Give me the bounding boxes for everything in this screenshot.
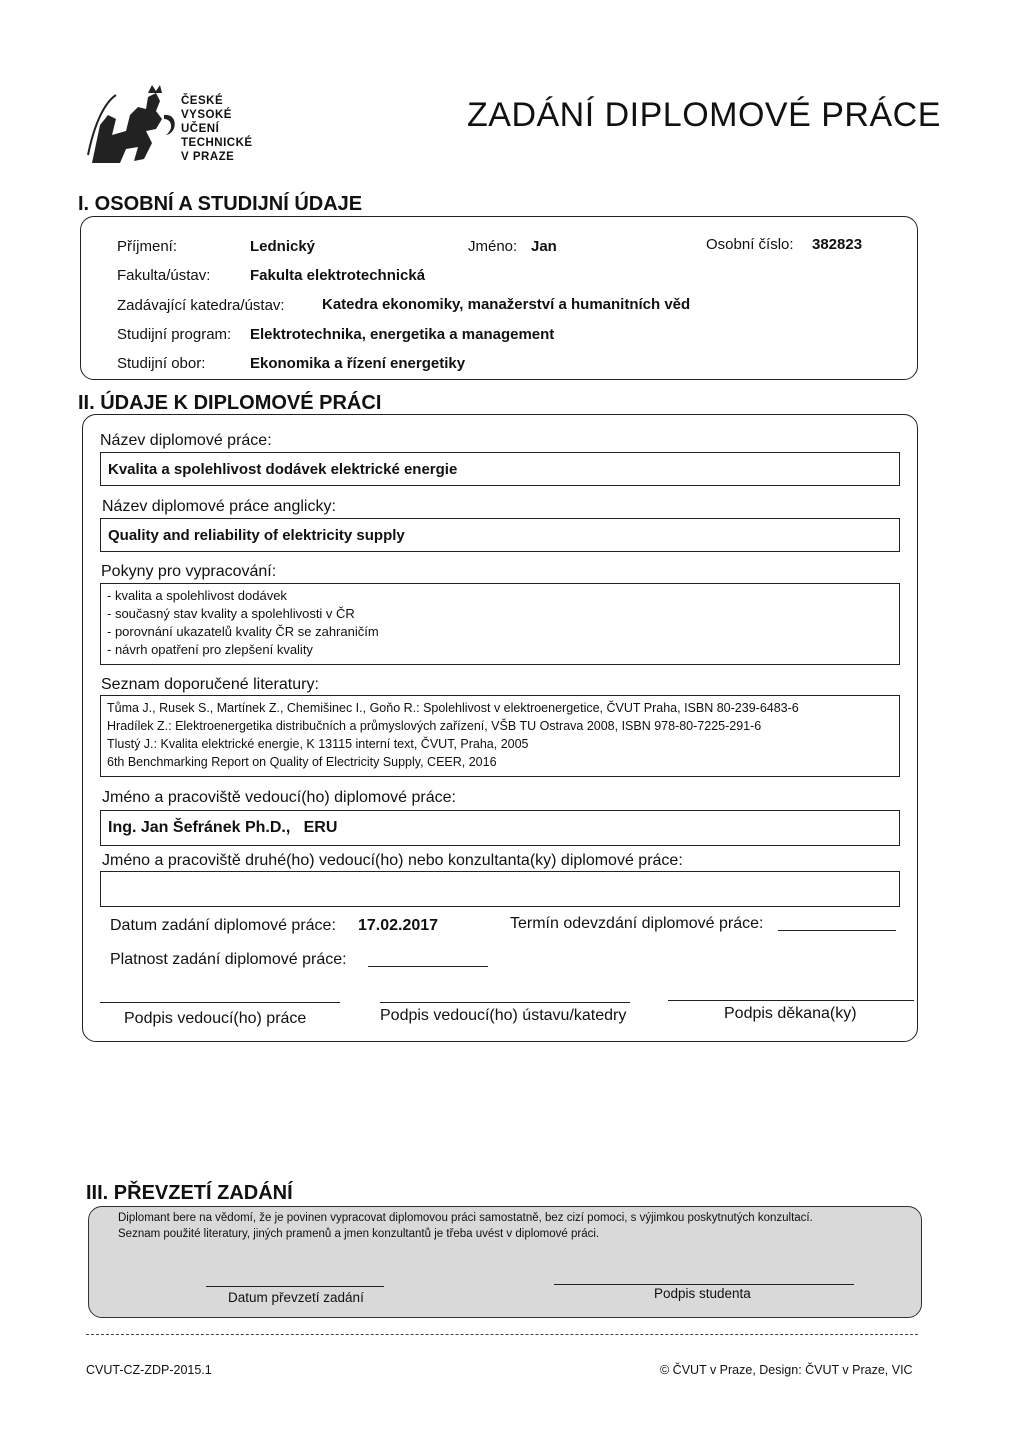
document-title: ZADÁNÍ DIPLOMOVÉ PRÁCE (467, 96, 941, 134)
literature-item: 6th Benchmarking Report on Quality of Electricity Supply, CEER, 2016 (107, 755, 497, 769)
section-1-heading: I. OSOBNÍ A STUDIJNÍ ÚDAJE (78, 193, 363, 215)
logo-text-line: VYSOKÉ (181, 109, 232, 121)
second-supervisor-label: Jméno a pracoviště druhé(ho) vedoucí(ho) nebo konzultanta(ky) diplomové práce: (102, 852, 683, 869)
deadline-blank-line (778, 930, 896, 931)
instruction-item: - současný stav kvality a spolehlivosti v ČR (107, 606, 355, 621)
thesis-title-value: Kvalita a spolehlivost dodávek elektrické energie (108, 461, 458, 478)
supervisor-value: Ing. Jan Šefránek Ph.D., ERU (108, 819, 338, 836)
name-value: Jan (531, 238, 557, 255)
section-3-heading: III. PŘEVZETÍ ZADÁNÍ (86, 1182, 293, 1204)
acceptance-date-label: Datum převzetí zadání (228, 1290, 364, 1305)
footer-divider (86, 1334, 918, 1335)
logo-text-line: V PRAZE (181, 151, 235, 163)
field-label: Studijní obor: (117, 355, 206, 372)
signature-line (100, 1002, 340, 1003)
form-code: CVUT-CZ-ZDP-2015.1 (86, 1363, 212, 1377)
supervisor-label: Jméno a pracoviště vedoucí(ho) diplomové práce: (102, 789, 456, 806)
acceptance-text: Seznam použité literatury, jiných pramenů a jmen konzultantů je třeba uvést v diplomové práci. (118, 1228, 600, 1240)
department-value: Katedra ekonomiky, manažerství a humanitních věd (322, 296, 691, 313)
student-signature-line (554, 1284, 854, 1285)
signature-line (380, 1002, 630, 1003)
copyright-text: © ČVUT v Praze, Design: ČVUT v Praze, VIC (660, 1363, 913, 1377)
acceptance-text: Diplomant bere na vědomí, že je povinen vypracovat diplomovou práci samostatně, bez cizí pomoci, s výjimkou poskytnutých konzultací. (118, 1212, 813, 1224)
instruction-item: - kvalita a spolehlivost dodávek (107, 588, 287, 603)
university-lion-logo-icon (86, 85, 178, 167)
date-line (206, 1286, 384, 1287)
surname-label: Příjmení: (117, 238, 178, 255)
thesis-title-en-value: Quality and reliability of elektricity supply (108, 527, 405, 544)
date-assigned-value: 17.02.2017 (358, 917, 439, 934)
faculty-value: Fakulta elektrotechnická (250, 267, 426, 284)
instruction-item: - porovnání ukazatelů kvality ČR se zahraničím (107, 624, 379, 639)
signature-line (668, 1000, 914, 1001)
instruction-item: - návrh opatření pro zlepšení kvality (107, 642, 313, 657)
program-label: Studijní program: (117, 326, 232, 343)
second-supervisor-field (100, 871, 900, 907)
deadline-label: Termín odevzdání diplomové práce: (510, 915, 764, 932)
personal-number-label: Osobní číslo: (706, 236, 794, 253)
literature-item: Tůma J., Rusek S., Martínek Z., Chemišinec I., Goňo R.: Spolehlivost v elektroenergetice, ČVUT Praha, ISBN 80-239-6483-6 (107, 701, 799, 715)
department-label: Zadávající katedra/ústav: (117, 297, 285, 314)
field-value: Ekonomika a řízení energetiky (250, 355, 466, 372)
student-signature-label: Podpis studenta (654, 1286, 751, 1301)
head-signature-label: Podpis vedoucí(ho) ústavu/katedry (380, 1007, 627, 1024)
instructions-label: Pokyny pro vypracování: (101, 563, 277, 580)
thesis-title-en-label: Název diplomové práce anglicky: (102, 498, 336, 515)
personal-number-value: 382823 (812, 236, 863, 253)
date-assigned-label: Datum zadání diplomové práce: (110, 917, 336, 934)
literature-label: Seznam doporučené literatury: (101, 676, 319, 693)
dean-signature-label: Podpis děkana(ky) (724, 1005, 857, 1022)
literature-item: Tlustý J.: Kvalita elektrické energie, K 13115 interní text, ČVUT, Praha, 2005 (107, 737, 529, 751)
name-label: Jméno: (468, 238, 518, 255)
literature-item: Hradílek Z.: Elektroenergetika distribučních a průmyslových zařízení, VŠB TU Ostrava 2008, ISBN 978-80-7225-291-6 (107, 719, 762, 733)
validity-label: Platnost zadání diplomové práce: (110, 951, 347, 968)
faculty-label: Fakulta/ústav: (117, 267, 211, 284)
surname-value: Lednický (250, 238, 316, 255)
logo-text-line: UČENÍ (181, 123, 220, 135)
section-2-heading: II. ÚDAJE K DIPLOMOVÉ PRÁCI (78, 392, 382, 414)
program-value: Elektrotechnika, energetika a management (250, 326, 555, 343)
validity-blank-line (368, 966, 488, 967)
logo-text-line: ČESKÉ (181, 95, 224, 107)
logo-text-line: TECHNICKÉ (181, 137, 253, 149)
thesis-title-label: Název diplomové práce: (100, 432, 272, 449)
supervisor-signature-label: Podpis vedoucí(ho) práce (124, 1010, 307, 1027)
